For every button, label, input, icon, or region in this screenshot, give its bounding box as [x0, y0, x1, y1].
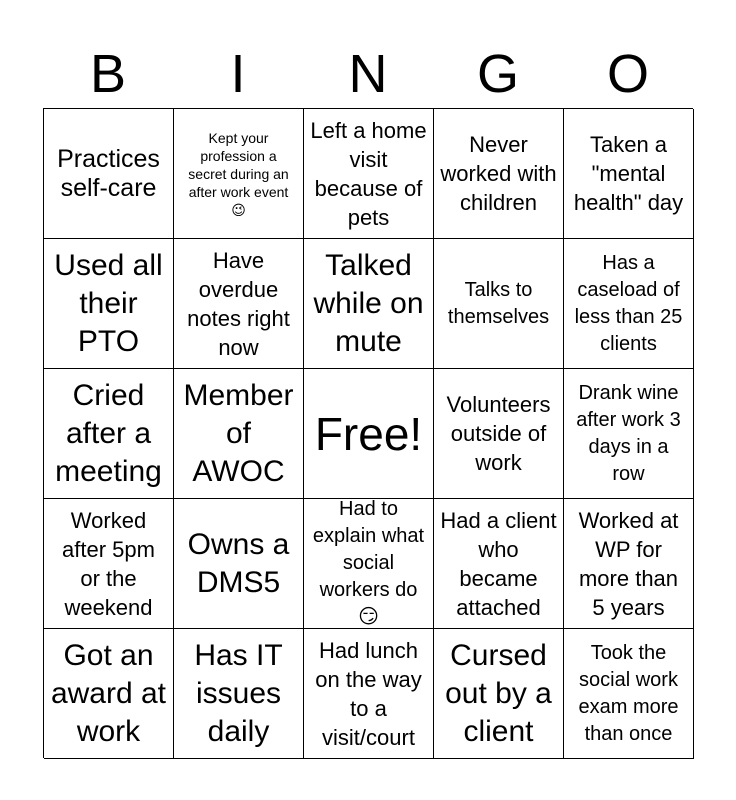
header-letter-i: I	[230, 44, 246, 104]
bingo-cell-text: Volunteers outside of work	[446, 392, 551, 475]
bingo-cell-text: Has IT issues daily	[194, 638, 283, 748]
bingo-cell-text: Talked while on mute	[313, 248, 424, 358]
bingo-cell-r1-c4[interactable]	[434, 109, 564, 239]
bingo-cell-text: Has a caseload of less than 25 clients	[574, 251, 683, 355]
bingo-cell-text: Drank wine after work 3 days in a row	[576, 381, 681, 485]
header-letter-o: O	[606, 44, 649, 104]
bingo-cell-r2-c5[interactable]	[564, 239, 694, 369]
header-letter-n: N	[348, 44, 388, 104]
bingo-cell-r3-c1[interactable]	[44, 369, 174, 499]
bingo-cell-r2-c2[interactable]	[174, 239, 304, 369]
bingo-cell-text: Had a client who became attached	[440, 507, 557, 620]
bingo-cell-text: Cursed out by a client	[445, 638, 552, 748]
bingo-cell-r4-c5[interactable]	[564, 499, 694, 629]
bingo-cell-r2-c4[interactable]	[434, 239, 564, 369]
bingo-cell-text: Talks to themselves	[447, 278, 550, 328]
bingo-cell-r4-c4[interactable]	[434, 499, 564, 629]
bingo-cell-text: Used all their PTO	[54, 248, 163, 358]
bingo-cell-text: Have overdue notes right now	[187, 247, 290, 360]
bingo-cell-r1-c3[interactable]	[304, 109, 434, 239]
bingo-cell-r5-c3[interactable]	[304, 629, 434, 759]
bingo-cell-r1-c2[interactable]	[174, 109, 304, 239]
bingo-cell-text: Took the social work exam more than once	[578, 641, 679, 745]
bingo-cell-text: Taken a "mental health" day	[573, 132, 684, 215]
bingo-cell-text: Got an award at work	[50, 638, 167, 748]
bingo-cell-r4-c1[interactable]	[44, 499, 174, 629]
bingo-cell-text: Never worked with children	[440, 132, 557, 215]
bingo-board	[43, 108, 693, 758]
bingo-cell-r5-c2[interactable]	[174, 629, 304, 759]
bingo-cell-text: Worked at WP for more than 5 years	[578, 507, 679, 620]
bingo-cell-text: Had to explain what social workers do 😏	[312, 499, 425, 628]
bingo-cell-text: Had lunch on the way to a visit/court	[315, 637, 422, 750]
bingo-cell-text: Left a home visit because of pets	[310, 117, 427, 230]
bingo-cell-r3-c2[interactable]	[174, 369, 304, 499]
bingo-cell-text: Owns a DMS5	[187, 527, 290, 599]
header-letter-g: G	[476, 44, 519, 104]
bingo-cell-r5-c4[interactable]	[434, 629, 564, 759]
bingo-cell-r5-c1[interactable]	[44, 629, 174, 759]
bingo-cell-r2-c1[interactable]	[44, 239, 174, 369]
bingo-cell-r3-c5[interactable]	[564, 369, 694, 499]
bingo-cell-r4-c3[interactable]	[304, 499, 434, 629]
bingo-cell-r3-c3[interactable]	[304, 369, 434, 499]
bingo-cell-r2-c3[interactable]	[304, 239, 434, 369]
bingo-cell-text: Cried after a meeting	[55, 378, 162, 488]
bingo-cell-r1-c5[interactable]	[564, 109, 694, 239]
bingo-cell-text: Member of AWOC	[183, 378, 294, 488]
bingo-cell-text: Practices self-care	[57, 144, 160, 202]
header-letter-b: B	[89, 44, 127, 104]
bingo-cell-text: Worked after 5pm or the weekend	[62, 507, 155, 620]
bingo-cell-r4-c2[interactable]	[174, 499, 304, 629]
bingo-cell-text: Kept your profession a secret during an after work event 😉	[188, 129, 289, 218]
bingo-header	[43, 40, 693, 108]
bingo-cell-text: Free!	[314, 407, 423, 460]
bingo-cell-r5-c5[interactable]	[564, 629, 694, 759]
bingo-cell-r3-c4[interactable]	[434, 369, 564, 499]
bingo-cell-r1-c1[interactable]	[44, 109, 174, 239]
